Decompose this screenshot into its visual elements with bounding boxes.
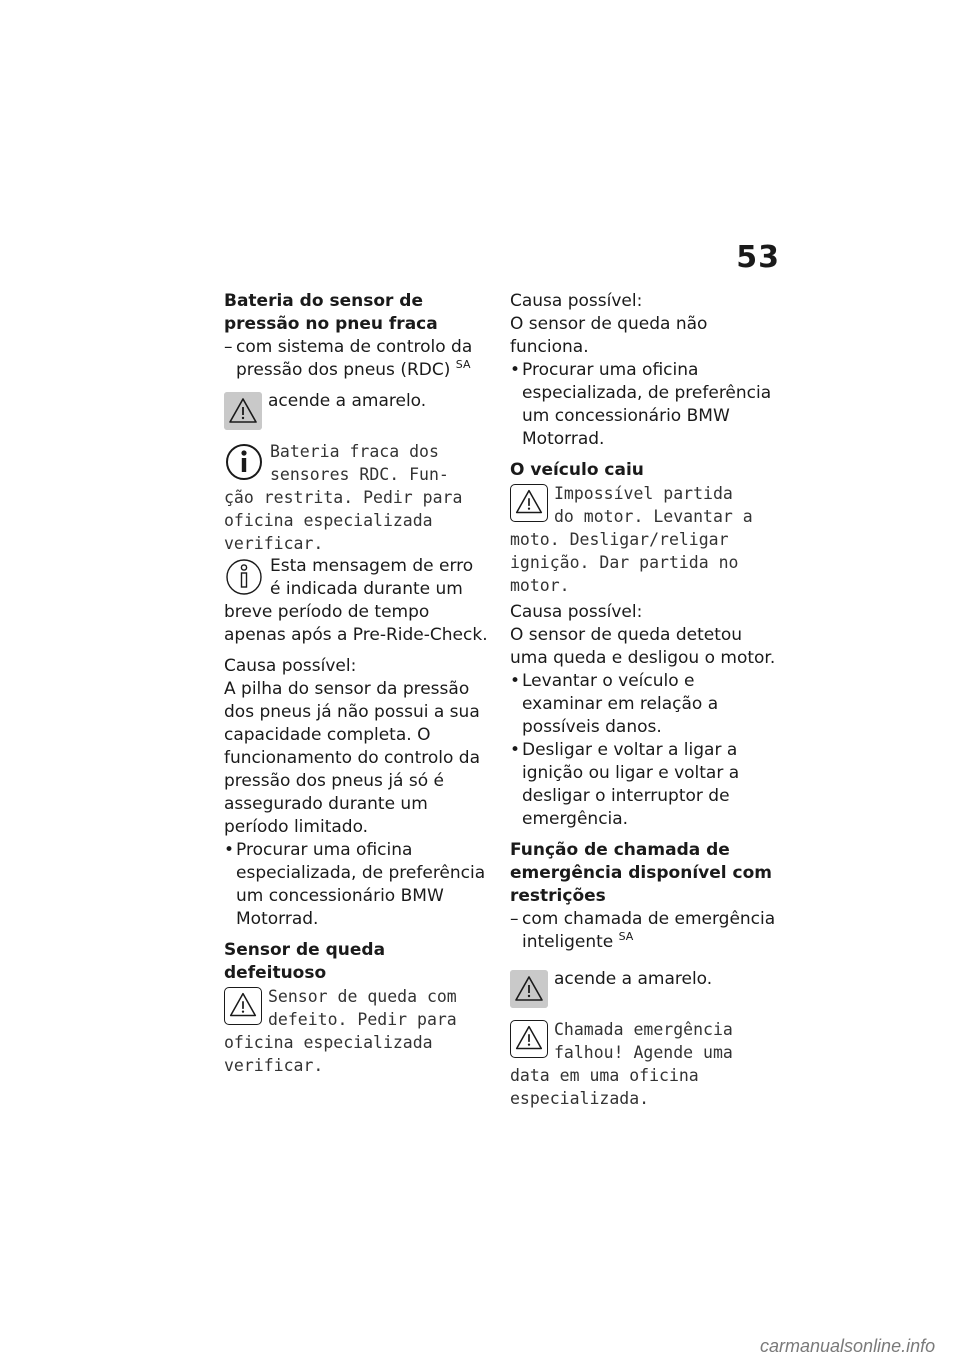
indicator-text: acende a amarelo. xyxy=(268,391,427,411)
warning-triangle-filled-icon xyxy=(510,970,548,1008)
message-line-2: defeito. Pedir para xyxy=(268,1010,457,1029)
action-item: • Procurar uma oficina especializada, de preferência um concessionário BMW Motorrad. xyxy=(224,839,492,931)
heading-emergency-call: Função de chamada de emergência disponível com restrições xyxy=(510,840,772,906)
display-message-fall-sensor xyxy=(224,985,492,1077)
cause-label: Causa possível: xyxy=(510,602,643,622)
cause-text: O sensor de queda não funciona. xyxy=(510,314,708,357)
message-line-1: Bateria fraca dos xyxy=(270,442,439,461)
action-item-2: • Desligar e voltar a ligar a ignição ou ligar e voltar a desligar o interruptor de emergência. xyxy=(510,739,778,831)
note-line-1: Esta mensagem de erro xyxy=(270,556,474,576)
warning-triangle-filled-icon xyxy=(224,392,262,430)
message-rest: data em uma oficina especializada. xyxy=(510,1066,699,1108)
left-column xyxy=(224,290,492,1077)
indicator-text: acende a amarelo. xyxy=(554,969,713,989)
warning-triangle-outline-icon xyxy=(510,484,548,522)
message-line-1: Sensor de queda com xyxy=(268,987,457,1006)
condition-rdc xyxy=(224,336,492,382)
heading-rdc-battery: Bateria do sensor de pressão no pneu fraca xyxy=(224,291,438,334)
heading-fall-sensor: Sensor de queda defeituoso xyxy=(224,940,386,983)
action-item-1: • Levantar o veículo e examinar em relação a possíveis danos. xyxy=(510,670,778,739)
message-line-1: Impossível partida xyxy=(554,484,733,503)
info-icon xyxy=(224,442,264,482)
display-message-emergency xyxy=(510,1018,778,1110)
message-line-2: falhou! Agende uma xyxy=(554,1043,733,1062)
message-rest: oficina especializada verificar. xyxy=(224,1033,433,1075)
watermark[interactable]: carmanualsonline.info xyxy=(760,1336,936,1356)
message-rest: moto. Desligar/religar ignição. Dar partida no motor. xyxy=(510,530,739,595)
cause-text: A pilha do sensor da pressão dos pneus já não possui a sua capacidade completa. O funcionamento do controlo da pressão dos pneus já só é assegurado durante um período limitado. xyxy=(224,679,480,837)
cause-label: Causa possível: xyxy=(510,291,643,311)
right-column xyxy=(510,290,778,1110)
condition-emergency-text: com chamada de emergência inteligente xyxy=(522,909,776,952)
message-line-2: do motor. Levantar a xyxy=(554,507,753,526)
message-line-2: sensores RDC. Fun- xyxy=(270,465,449,484)
message-line-1: Chamada emergência xyxy=(554,1020,733,1039)
cause-label: Causa possível: xyxy=(224,656,357,676)
action-item: • Procurar uma oficina especializada, de preferência um concessionário BMW Motorrad. xyxy=(510,359,778,451)
display-message-vehicle-fell xyxy=(510,482,778,597)
warning-triangle-outline-icon xyxy=(224,987,262,1025)
page-number: 53 xyxy=(736,240,780,275)
warning-triangle-outline-icon xyxy=(510,1020,548,1058)
message-rest: ção restrita. Pedir para oficina especializada verificar. xyxy=(224,488,463,553)
indicator-row xyxy=(510,968,778,1010)
condition-emergency-call xyxy=(510,908,778,954)
note-line-2: é indicada durante um xyxy=(270,579,463,599)
display-message-rdc xyxy=(224,440,492,555)
sa-superscript: SA xyxy=(618,930,634,943)
cause-text: O sensor de queda detetou uma queda e desligou o motor. xyxy=(510,625,776,668)
note-block xyxy=(224,555,492,647)
note-info-icon xyxy=(224,557,264,597)
condition-rdc-text: com sistema de controlo da pressão dos pneus (RDC) xyxy=(236,337,473,380)
sa-superscript: SA xyxy=(455,358,471,371)
indicator-row xyxy=(224,390,492,432)
heading-vehicle-fell: O veículo caiu xyxy=(510,460,644,480)
note-rest: breve período de tempo apenas após a Pre-Ride-Check. xyxy=(224,602,488,645)
